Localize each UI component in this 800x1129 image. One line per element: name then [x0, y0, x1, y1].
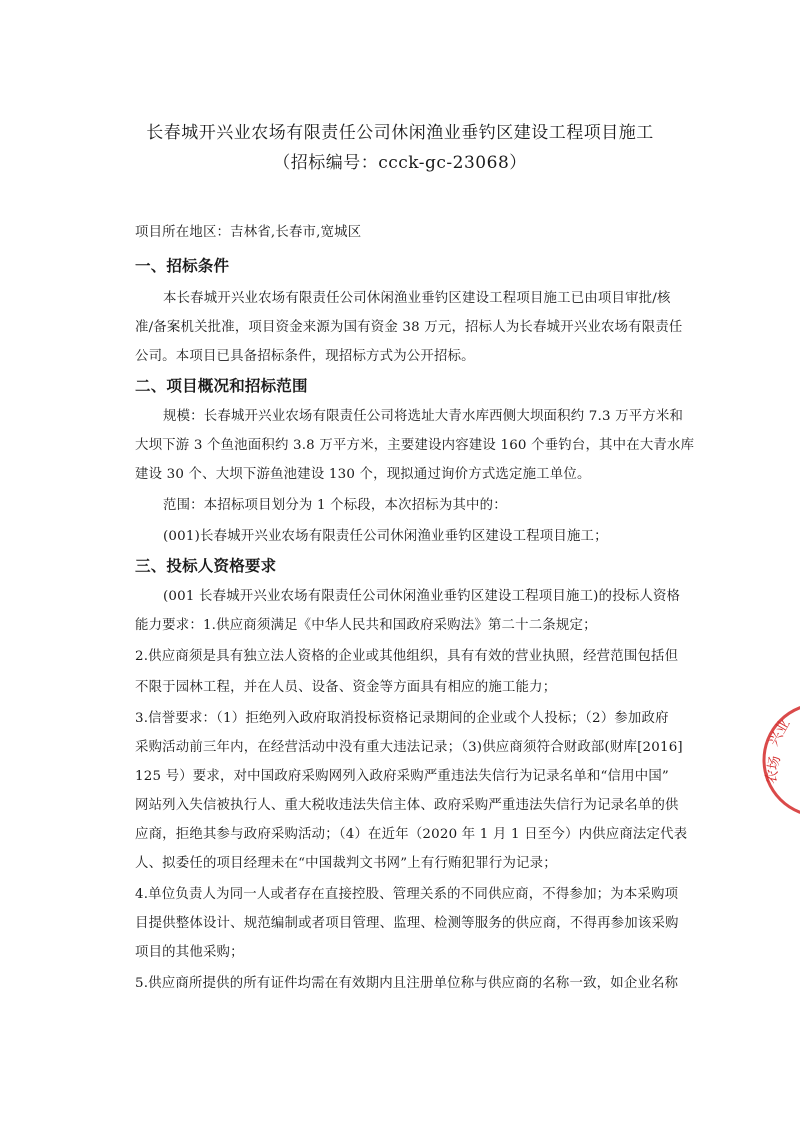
section-heading: 一、招标条件: [135, 256, 230, 275]
paragraph-line: 采购活动前三年内，在经营活动中没有重大违法记录；（3)供应商须符合财政部(财库[2016]: [135, 740, 683, 755]
paragraph-line: 项目的其他采购；: [135, 945, 244, 960]
paragraph-line: 5.供应商所提供的所有证件均需在有效期内且注册单位称与供应商的名称一致，如企业名称: [135, 976, 679, 991]
document-title: 长春城开兴业农场有限责任公司休闲渔业垂钓区建设工程项目施工: [146, 123, 654, 143]
paragraph-line: 大坝下游 3 个鱼池面积约 3.8 万平方米，主要建设内容建设 160 个垂钓台，其中在大青水库: [135, 438, 695, 453]
company-seal-stamp: [760, 700, 800, 820]
paragraph-line: (001 长春城开兴业农场有限责任公司休闲渔业垂钓区建设工程项目施工)的投标人资格: [163, 589, 681, 604]
paragraph-line: 范围：本招标项目划分为 1 个标段，本次招标为其中的：: [163, 498, 507, 513]
paragraph-line: 本长春城开兴业农场有限责任公司休闲渔业垂钓区建设工程项目施工已由项目审批/核: [163, 291, 671, 306]
svg-text:农场: 农场: [763, 754, 784, 785]
section-heading: 二、项目概况和招标范围: [135, 376, 308, 395]
paragraph-line: 目提供整体设计、规范编制或者项目管理、监理、检测等服务的供应商，不得再参加该采购: [135, 916, 679, 931]
paragraph-line: 4.单位负责人为同一人或者存在直接控股、管理关系的不同供应商，不得参加；为本采购项: [135, 887, 679, 902]
region-line: 项目所在地区：吉林省,长春市,宽城区: [135, 225, 362, 240]
paragraph-line: 规模：长春城开兴业农场有限责任公司将选址大青水库西侧大坝面积约 7.3 万平方米和: [163, 409, 684, 424]
paragraph-line: 网站列入失信被执行人、重大税收违法失信主体、政府采购严重违法失信行为记录名单的供: [135, 798, 679, 813]
paragraph-line: (001)长春城开兴业农场有限责任公司休闲渔业垂钓区建设工程项目施工；: [163, 529, 608, 544]
paragraph-line: 准/备案机关批准，项目资金来源为国有资金 38 万元，招标人为长春城开兴业农场有限责任: [135, 320, 683, 335]
paragraph-line: 3.信誉要求：（1）拒绝列入政府取消投标资格记录期间的企业或个人投标；（2）参加政府: [135, 711, 669, 726]
paragraph-line: 2.供应商须是具有独立法人资格的企业或其他组织，具有有效的营业执照，经营范围包括但: [135, 649, 679, 664]
paragraph-line: 应商，拒绝其参与政府采购活动；（4）在近年（2020 年 1 月 1 日至今）内供应商法定代表: [135, 827, 688, 842]
paragraph-line: 125 号）要求，对中国政府采购网列入政府采购严重违法失信行为记录名单和“信用中国”: [135, 769, 669, 784]
paragraph-line: 不限于园林工程，并在人员、设备、资金等方面具有相应的施工能力；: [135, 680, 557, 695]
paragraph-line: 建设 30 个、大坝下游鱼池建设 130 个，现拟通过询价方式选定施工单位。: [135, 467, 591, 482]
svg-text:兴业: 兴业: [765, 716, 794, 749]
document-subtitle: （招标编号：ccck-gc-23068）: [273, 153, 527, 173]
paragraph-line: 人、拟委任的项目经理未在“中国裁判文书网”上有行贿犯罪行为记录；: [135, 856, 557, 871]
section-heading: 三、投标人资格要求: [135, 556, 277, 575]
paragraph-line: 公司。本项目已具备招标条件，现招标方式为公开招标。: [135, 349, 475, 364]
paragraph-line: 能力要求：1.供应商须满足《中华人民共和国政府采购法》第二十二条规定；: [135, 618, 597, 633]
